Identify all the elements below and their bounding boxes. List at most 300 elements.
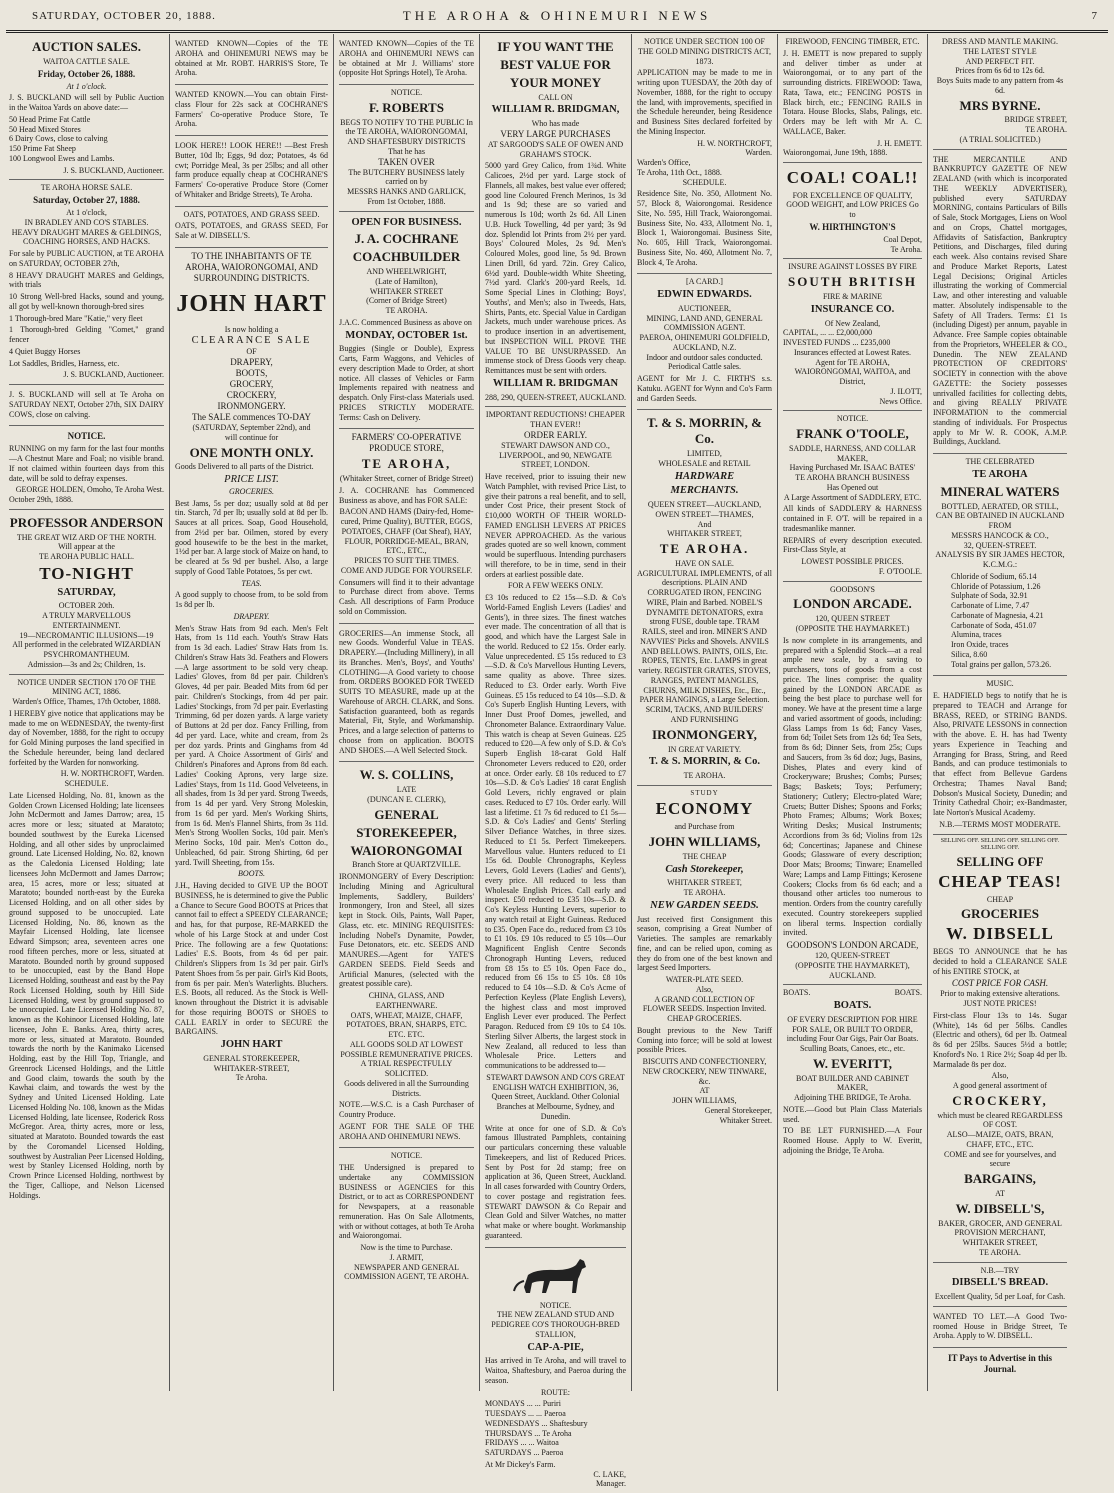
- collins-delivered: Goods delivered in all the Surrounding Districts.: [344, 1078, 469, 1098]
- edwards-auc: AUCTIONEER,: [677, 303, 732, 313]
- bridgman-goods: 5000 yard Grey Calico, from 1¾d. White Calicoes, 2½d per yard. Large stock of Flannels, all makes, best value ever offered; good line Coloured French Merinos, 1s 3d and 1s 9d; these are so varied and numerous Is 10d; worth 2s 6d. All Linen U.B. Huck Towelling, 4d per yard; 3s 9d doz. Splendid lot Prints from 2½ per yard. Boys' Coloured Moles, 2s 9d. Men's Coloured Moles, good line, 5s 9d. Brown Linen Drill, 6d yard. 72in. Grey Calico, 6½d yard. Double-width White Sheeting, 7½d yard. Clark's 200-yard Reels, 1d. Some Special Lines in Clothing; Boys', Youths', and Men's; also in Tweeds, Hats, Shirts, Pants, etc. Special Value in Cardigan Jackets, much under warehouse prices. As to produce insertion in an advertisement, but INSPECTION WILL PROVE THE VALUE TO BE UNSURPASSED. An immense stock of Dress Goods very cheap. Remittances must be sent with orders.: [485, 161, 626, 376]
- bread-ad: [933, 1263, 1067, 1307]
- bridgman-ad: [485, 34, 626, 407]
- cheap-teas: CHEAP TEAS!: [938, 872, 1062, 891]
- dibsell-dibsells: W. DIBSELL'S,: [955, 1200, 1045, 1216]
- armit-role: NEWSPAPER AND GENERAL COMMISSION AGENT, TE AROHA.: [344, 1262, 469, 1282]
- morrin-ltd: LIMITED,: [687, 449, 722, 459]
- anderson-tonight: TO-NIGHT: [39, 563, 134, 583]
- williams-jw: JOHN WILLIAMS,: [672, 1096, 737, 1106]
- dibsell-come: COME and see for yourselves, and secure: [944, 1149, 1056, 1169]
- oats-title: OATS, POTATOES, AND GRASS SEED.: [183, 209, 320, 219]
- selling-off: SELLING OFF: [956, 854, 1044, 870]
- dibsell-baker: BAKER, GROCER, AND GENERAL PROVISION MERCHANT,: [938, 1218, 1062, 1238]
- anderson-admission: Admission—3s and 2s; Children, 1s.: [27, 659, 146, 669]
- dibsell-cheap: CHEAP: [986, 894, 1014, 904]
- anderson-desc: A TRULY MARVELLOUS ENTERTAINMENT.: [42, 611, 131, 630]
- insure-lowest: Insurances effected at Lowest Rates.: [794, 347, 911, 357]
- mining-schedule: SCHEDULE.: [64, 779, 109, 789]
- stud-day: WEDNESDAYS ... Shaftesbury: [485, 1418, 588, 1428]
- masthead-date: SATURDAY, OCTOBER 20, 1888.: [32, 10, 216, 22]
- otoole-saddlery: All kinds of SADDLERY & HARNESS contained in F. O'T. will be repaired in a tradesmanlike manner.: [783, 504, 922, 533]
- stud-manager: Manager.: [596, 1479, 626, 1489]
- dibsell-maize: ALSO—MAIZE, OATS, BRAN, CHAFF, ETC., ETC.: [946, 1130, 1054, 1149]
- analysis-row: Carbonate of Lime, 7.47: [951, 601, 1030, 611]
- hart-good: DRAPERY,: [230, 357, 273, 368]
- hart-drapery: DRAPERY.: [233, 611, 270, 621]
- warden-office: Warden's Office,: [637, 158, 691, 167]
- anderson-date: OCTOBER 20th.: [58, 601, 115, 611]
- insure-office: News Office.: [879, 396, 922, 406]
- horse-sale-title: TE AROHA HORSE SALE.: [40, 183, 133, 193]
- analysis-row: Silica, 8.60: [951, 649, 988, 659]
- bridgman-name: WILLIAM R. BRIDGMAN: [492, 377, 619, 389]
- armit-name: J. ARMIT,: [389, 1252, 424, 1262]
- hart-boots-text: J.H., Having decided to GIVE UP the BOOT BUSINESS, he is determined to give the Public a Chance to Secure Good BOOTS at Prices that cannot fail to effect a SPEEDY CLEARANCE; and has, for that purpose, RE-MARKED the whole of his Large Stock at and under Cost Price. The following are a few Quotations: Ladies' E.S. Boots, from 4s 6d per pair. Children's Slippers from 1s 3d per pair. Girl's Patent Shoes from 5s per pair. Girl's Kid Boots, from 6s per pair. Men's Waterlights. Bluchers. E.S. Boots, all reduced. As the Stock is Well-known throughout the District it is advisable for those requiring BOOTS or SHOES to CALL EARLY in order to SECURE the BARGAINS.: [175, 881, 328, 1037]
- williams-at: AT: [699, 1086, 710, 1096]
- farmers-prices: PRICES TO SUIT THE TIMES.: [354, 556, 459, 566]
- hart-of: OF: [246, 347, 257, 357]
- column-4: [480, 34, 632, 1489]
- hart-holding: Is now holding a: [224, 324, 279, 334]
- dawson-list: £3 10s reduced to £2 15s—S.D. & Co's World-Famed English Levers (Ladies' and Gents'), in three sizes. The finest watches ever made. The concentration of all that is good, and which have the Largest Sale in the world. Reduced to £2 15s. Order early. Value unprecedented. £5 15s reduced to £3—S.D. & Co's Marvellous Hunting Levers, same quality as above. Three sizes. Reduced to £3. Order early. Worth Five Guineas. £5 15s reduced to £4 10s—S.D. & Co's Superb English Hunting Levers, with Inner Dust Proof Domes, jewelled, and Chronometer Balance. Extraordinary Value. This watch is cheap at Seven Guineas. £25 reduced to £20—A few only of S.D. & Co's Superb English 18-carat Gold Half Chronometer Levers reduced to £20, order at once. Order early. £8 10s reduced to £7 10s—S.D. & Co's Ladies' 18 carat English Gold Levers, richly engraved or plain cases. Reduced to £7 10s. Order early. Will last a lifetime. £1 7s 6d reduced to £1 5s—S.D. & Co's Ladies' and Gents' Sterling Silver Defiance Watches, in three sizes. Reduced to £1 5s. Perfect Timekeepers. Marvellous value. Hunters reduced to £1 15s 6d. Double Chronographs, Keyless Levers, Gold Levers (Ladies' and Gents'), every price. All reduced to less than Wholesale English Prices. Call early and inspect. £50 reduced to £35 10s—S.D. & Co's Keyless Hunting Levers, superior to any watch retail at Eight Guineas. Reduced to £35. Open Face do., reduced from £3 10s to £1 10s. £9 10s reduced to £5 10s—Our Magnificent English Centre Seconds Chronograph Hunting Levers, reduced from £8 15s to £5 10s. Open Face do., reduced from £6 15s to £5 10s. £8 10s reduced to £4 10s—S.D. & Co's Acme of Perfection Keyless (Plate English Levers), the highest class and most improved English Lever ever produced. The Perfect Paragon. Reduced from £9 10s to £4 10s. Sterling Silver Alberts, the largest stock in New Zealand, all reduced to less than Wholesale Price. Letters and communications to be addressed to—: [485, 593, 626, 1071]
- williams-seeds-text: Just received first Consignment this season, comprising a Great Number of Varieties. The samples are remarkably fine, and can be relied upon, coming as they do from one of the best known and largest Seed Importers.: [637, 914, 772, 973]
- boats-ad: [783, 985, 922, 1161]
- morrin-ad: [637, 410, 772, 786]
- goodson-ad: [783, 582, 922, 986]
- collins-body: IRONMONGERY of Every Description: Including Mining and Agricultural Implements, Saddlery, Builders' Ironmongery, Iron and Steel, all sizes kept in Stock. Oils, Paints, Wall Paper, Glass, etc. etc. MINING REQUISITES: Including Nobel's Dynamite, Powder, Fuse Detonators, etc. etc. SEEDS AND MANURES.—Agent for YATE'S GARDEN SEEDS. Field Seeds and Artificial Manures, (selected with the greatest possible care).: [339, 872, 474, 989]
- notice-title: NOTICE.: [67, 431, 106, 442]
- anderson-tagline: THE GREAT WIZ ARD OF THE NORTH.: [16, 532, 157, 542]
- hart-date: (SATURDAY, September 22nd), and: [192, 423, 311, 433]
- auction-time: At 1 o'clock.: [66, 81, 107, 91]
- page-number: 7: [1091, 10, 1098, 22]
- warden-notice-ad: [637, 34, 772, 274]
- farmers-corner: (Whitaker Street, corner of Bridge Street): [339, 474, 474, 484]
- stud-day: MONDAYS ... ... Puriri: [485, 1399, 561, 1409]
- williams-study: STUDY: [690, 788, 719, 797]
- boats-including: including Four Oar Gigs, Pair Oar Boats. Sculling Boats, Canoes, etc., etc.: [786, 1034, 919, 1054]
- emett-text: J. H. EMETT is now prepared to supply and deliver timber as under at Waiorongomai, or to any part of the surrounding districts. FIREWOOD: Tawa, Rata, Tawa, etc.; FENCING POSTS in Black birch, etc.; FENCING RAILS in Totara. House Blocks, Slabs, Palings, etc. Orders may be left with Mr A. C. WALLACE, Baker.: [783, 48, 922, 136]
- hart-street: WHITAKER-STREET,: [213, 1063, 290, 1073]
- hart-groceries: GROCERIES.: [228, 486, 275, 496]
- boats-title: BOATS.: [833, 1000, 872, 1012]
- hart-month: ONE MONTH ONLY.: [189, 444, 314, 460]
- edwards-paeroa: PAEROA, OHINEMURI GOLDFIELD, AUCKLAND, N.Z.: [639, 333, 770, 352]
- horse-sale-item: Lot Saddles, Bridles, Harness, etc.: [9, 358, 120, 368]
- column-1: [4, 34, 170, 1391]
- dawson-text: Have received, prior to issuing their new Watch Pamphlet, with revised Price List, to give their patrons a real benefit, and to sell, under Cost Price, their present Stock of £10,000 WORTH OF THEIR WORLD-FAMED ENGLISH LEVERS AT PRICES NEVER APPROACHED. As the various grades quoted are so well known, comment would be superfluous. Intending purchasers will therefore, to be in time, send in their orders at earliest possible date.: [485, 472, 626, 579]
- farmers-come: COME AND JUDGE FOR YOURSELF.: [340, 565, 473, 575]
- mineral-hancock: MESSRS HANCOCK & CO.,: [951, 530, 1049, 540]
- dibsell-aroha: TE AROHA.: [979, 1247, 1021, 1257]
- goodson-opp: (OPPOSITE THE HAYMARKET.): [795, 624, 910, 634]
- horse-sale-body: For sale by PUBLIC AUCTION, at TE AROHA on SATURDAY, OCTOBER 27th,: [9, 249, 164, 268]
- morrin-owen: OWEN STREET—THAMES,: [655, 509, 754, 519]
- bridgman-has: Who has made: [531, 119, 580, 129]
- mining-notice-ad: [9, 675, 164, 1207]
- column-6: [778, 34, 928, 1391]
- analysis-row: Alumina, traces: [951, 630, 1002, 640]
- bread-nb: N.B.—TRY: [980, 1265, 1020, 1275]
- otoole-saddle: SADDLE, HARNESS, AND COLLAR MAKER,: [789, 443, 916, 463]
- dibsell-name: W. DIBSELL: [946, 924, 1054, 944]
- mineral-ta: TE AROHA: [972, 468, 1028, 480]
- goodson-arcade: LONDON ARCADE.: [793, 596, 912, 612]
- stud-stallion: CAP-A-PIE,: [527, 1341, 584, 1353]
- music-terms: N.B.—TERMS MOST MODERATE.: [939, 819, 1061, 829]
- stud-notice: NOTICE.: [539, 1300, 572, 1310]
- goodson-auck: AUCKLAND.: [829, 970, 876, 980]
- mineral-from: FROM: [988, 521, 1012, 531]
- roberts-body: BEGS TO NOTIFY TO THE PUBLIC In the TE AROHA, WAIORONGOMAI, AND SHAFTESBURY DISTRICTS: [340, 117, 473, 147]
- emett-title: FIREWOOD, FENCING TIMBER, ETC.: [785, 37, 920, 46]
- otoole-name: FRANK O'TOOLE,: [796, 426, 909, 442]
- stud-lake: C. LAKE,: [593, 1469, 626, 1479]
- collins-branch: Branch Store at QUARTZVILLE.: [352, 860, 461, 870]
- coal-town: Te Aroha.: [890, 244, 922, 254]
- insure-title: INSURE AGAINST LOSSES BY FIRE: [788, 262, 917, 272]
- mineral-waters-ad: [933, 454, 1067, 676]
- collins-note: NOTE.—W.S.C. is a Cash Purchaser of Country Produce.: [339, 1100, 474, 1120]
- notice-date: October 29th, 1888.: [9, 495, 73, 505]
- banner-line: IF YOU WANT THE: [497, 39, 614, 54]
- dawson-few: FOR A FEW WEEKS ONLY.: [508, 581, 603, 591]
- byrne-dress: DRESS AND MANTLE MAKING.: [941, 37, 1058, 46]
- edwards-card: [A CARD.]: [686, 277, 723, 287]
- insurance-ad: [783, 259, 922, 411]
- dawson-ad: [485, 407, 626, 1247]
- morrin-great: IN GREAT VARIETY.: [668, 744, 741, 754]
- morrin-aroha2: TE AROHA.: [683, 771, 726, 781]
- music-ad: [933, 676, 1067, 834]
- columns: [4, 34, 1110, 1489]
- cochrane-ad: [339, 212, 474, 430]
- edwards-name: EDWIN EDWARDS.: [657, 289, 752, 300]
- hart-sale: CLEARANCE SALE: [191, 334, 312, 346]
- horse-sale-place: IN BRADLEY AND CO'S STABLES.: [24, 217, 149, 227]
- wanted-text: WANTED KNOWN—Copies of the TE AROHA and OHINEMURI NEWS may be obtained at Mr. ROBT. HARRIS'S Store, Te Aroha.: [175, 39, 328, 78]
- everitt-let: TO BE LET FURNISHED.—A Four Roomed House. Apply to W. Everitt, adjoining the Bridge, Te Aroha.: [783, 1126, 922, 1155]
- warden-role: Warden.: [745, 148, 772, 158]
- everitt-adj: Adjoining THE BRIDGE, Te Aroha.: [794, 1093, 911, 1103]
- dibsell-cost: COST PRICE FOR CASH.: [951, 978, 1049, 989]
- otoole-opened: Has Opened out: [826, 482, 879, 492]
- roberts-taken: TAKEN OVER: [378, 156, 435, 167]
- mineral-obtained: CAN BE OBTAINED IN AUCKLAND: [935, 511, 1065, 521]
- bridgman-purchases: VERY LARGE PURCHASES: [500, 128, 611, 139]
- insure-capital: CAPITAL, ... ... £2,000,000: [783, 328, 873, 338]
- horse-icon: [506, 1253, 606, 1299]
- williams-gs: General Storekeeper,: [704, 1105, 772, 1115]
- williams-cheap2: CHEAP GROCERIES.: [667, 1014, 742, 1024]
- stud-day: THURSDAYS ... Te Aroha: [485, 1428, 572, 1438]
- anderson-day: SATURDAY,: [57, 586, 116, 598]
- auction-item: 150 Prime Fat Sheep: [9, 144, 76, 154]
- insure-ilott: J. ILOTT,: [890, 386, 922, 396]
- dibsell-at: AT: [995, 1189, 1005, 1199]
- edwards-indoor: Indoor and outdoor sales conducted. Periodical Cattle sales.: [646, 352, 763, 372]
- edwards-agent: AGENT for Mr J. C. FIRTH'S s.s. Katuku. AGENT for Wynn and Co's Farm and Garden Seeds.: [637, 374, 772, 403]
- analysis-row: Sulphate of Soda, 32.91: [951, 591, 1028, 601]
- bridgman-names: WILLIAM R. BRIDGMAN,: [491, 104, 620, 116]
- stud-text: Has arrived in Te Aroha, and will travel to Waitoa, Shaftesbury, and Paeroa during the season.: [485, 1356, 626, 1385]
- everitt-builder: BOAT BUILDER AND CABINET MAKER,: [796, 1073, 909, 1093]
- williams-ad: [637, 786, 772, 1129]
- hart-teas-text: A good supply to choose from, to be sold from 1s 8d per lb.: [175, 590, 328, 610]
- auction-item: 100 Longwool Ewes and Lambs.: [9, 153, 115, 163]
- byrne-latest: THE LATEST STYLE: [963, 46, 1037, 56]
- auction-items: [9, 115, 164, 164]
- hart-good: BOOTS,: [235, 368, 268, 379]
- roberts-butchery: The BUTCHERY BUSINESS lately carried on by: [348, 167, 465, 187]
- masthead: [6, 4, 1108, 33]
- horse-sale-item: 8 HEAVY DRAUGHT MARES and Geldings, with trials: [9, 270, 164, 290]
- notice-sign: GEORGE HOLDEN, Omoho, Te Aroha West.: [15, 485, 164, 495]
- dibsell-crockery: CROCKERY,: [952, 1092, 1048, 1108]
- warden-sites: Residence Site, No. 350, Allotment No. 57, Block 8, Waiorongomai. Residence Site, No. 595, Hill Track, Waiorongomai. Business Site, No. 433, Allotment No. 1, Block 1, Waiorongomai. Business Site, No. 605, Hill Track, Waiorongomai. Business Site, No. 460, Allotment No. 7, Block 4, Te Aroha.: [637, 189, 772, 267]
- williams-cheap: THE CHEAP: [682, 851, 727, 861]
- collins-general: GENERAL: [374, 806, 439, 822]
- williams-cash: Cash Storekeeper,: [665, 863, 744, 875]
- goodson-opp2: (OPPOSITE THE HAYMARKET),: [795, 960, 910, 970]
- goodson-name: GOODSON'S: [829, 584, 875, 594]
- emett-sign: J. H. EMETT.: [877, 138, 922, 148]
- hart-town: Te Aroha.: [235, 1073, 268, 1083]
- williams-purchase: and Purchase from: [674, 822, 735, 832]
- mineral-queen: 32, QUEEN-STREET.: [963, 540, 1037, 550]
- open-for-business: OPEN FOR BUSINESS.: [351, 216, 462, 228]
- music-title: MUSIC.: [986, 679, 1014, 689]
- byrne-town: TE AROHA.: [1025, 125, 1067, 135]
- morrin-name2: T. & S. MORRIN, & Co.: [649, 756, 760, 768]
- let-text: WANTED TO LET.—A Good Two-roomed House in Bridge Street, Te Aroha. Apply to W. DIBSELL.: [933, 1311, 1067, 1341]
- stud-days: [485, 1399, 626, 1458]
- morrin-iron: IRONMONGERY,: [652, 726, 757, 742]
- column-7: [928, 34, 1072, 1391]
- otoole-purch: Having Purchased Mr. ISAAC BATES': [789, 463, 916, 473]
- stud-day: TUESDAYS ... ... Paeroa: [485, 1409, 566, 1419]
- cochrane-late: (Late of Hamilton),: [375, 276, 438, 286]
- wanted-ad: [339, 34, 474, 85]
- armit-ad: [339, 1148, 474, 1286]
- collins-store: STOREKEEPER,: [356, 824, 457, 840]
- bread-text: Excellent Quality, 5d per Loaf, for Cash.: [934, 1292, 1066, 1302]
- cochrane-monday: MONDAY, OCTOBER 1st.: [345, 329, 468, 341]
- stud-day: SATURDAYS ... Paeroa: [485, 1448, 564, 1458]
- byrne-boys: Boys Suits made to any pattern from 4s 6d.: [936, 76, 1064, 95]
- advertise-text: IT Pays to Advertise in this Journal.: [947, 1353, 1053, 1375]
- byrne-prices: Prices from 6s 6d to 12s 6d.: [955, 66, 1045, 76]
- roberts-from: From 1st October, 1888.: [367, 196, 446, 206]
- auction-item: 50 Head Prime Fat Cattle: [9, 114, 91, 124]
- hart-sign: JOHN HART: [220, 1039, 283, 1051]
- everitt-note: NOTE.—Good but Plain Class Materials used.: [783, 1104, 922, 1124]
- gazette-ad: [933, 150, 1067, 455]
- cochrane-trade: COACHBUILDER: [352, 249, 461, 265]
- cochrane-body: Buggies (Single or Double), Express Carts, Farm Waggons, and Vehicles of every description Made to Order, at short notice. All classes of Vehicles or Farm Implements repaired with neatness and despatch. Only First-class Materials used. PRICES STRICTLY MODERATE. Terms: Cash on Delivery.: [339, 344, 474, 422]
- horse-sale-date: Saturday, October 27, 1888.: [33, 195, 140, 206]
- cochrane-commenced: J.A.C. Commenced Business as above on: [339, 317, 472, 327]
- groceries-ad: [339, 624, 474, 763]
- collins-late: LATE: [396, 785, 417, 795]
- let-ad: [933, 1307, 1067, 1348]
- coal-title: COAL! COAL!!: [786, 168, 919, 187]
- armit-notice: NOTICE.: [390, 1151, 423, 1161]
- selling-line: SELLING OFF. SELLING OFF. SELLING OFF. SELLING OFF.: [940, 837, 1060, 851]
- otoole-large: A Large Assortment of SADDLERY, ETC.: [783, 492, 922, 502]
- coal-depot: Coal Depot,: [883, 234, 922, 244]
- horse-sale-item: 4 Quiet Buggy Horses: [9, 346, 81, 356]
- mineral-celeb: THE CELEBRATED: [965, 457, 1035, 467]
- mining-office: Warden's Office, Thames, 17th October, 1888.: [12, 697, 161, 707]
- flour-text: WANTED KNOWN.—You can obtain First-class Flour for 22s sack at COCHRANE'S Farmers' Co-operative Produce Store, Te Aroha.: [175, 90, 328, 129]
- roberts-name: F. ROBERTS: [369, 99, 444, 115]
- anderson-ad: [9, 510, 164, 675]
- coal-text: FOR EXCELLENCE OF QUALITY, GOOD WEIGHT, and LOW PRICES Go to: [786, 190, 919, 220]
- otoole-repairs: REPAIRS of every description executed. First-Class Style, at: [783, 535, 922, 555]
- dibsell-also: Also,: [991, 1071, 1009, 1081]
- collins-china: CHINA, GLASS, AND EARTHENWARE.: [368, 991, 445, 1010]
- hart-commence: The SALE commences TO-DAY: [191, 412, 312, 423]
- emett-ad: [783, 34, 922, 163]
- otoole-sign: F. O'TOOLE.: [878, 566, 922, 576]
- farmers-body: J. A. COCHRANE has Commenced Business as above, and has FOR SALE:: [339, 485, 474, 505]
- farmers-items: BACON AND HAMS (Dairy-fed, Home-cured, Prime Quality), BUTTER, EGGS, POTATOES, CHAFF (Oat Sheaf), HAY, FLOUR, PORRIDGE-MEAL, BRAN, ETC., ETC.,: [339, 507, 474, 556]
- warden-schedule: SCHEDULE.: [682, 177, 727, 187]
- auction-title: AUCTION SALES.: [31, 39, 142, 54]
- horse-sale-sign: J. S. BUCKLAND, Auctioneer.: [63, 370, 164, 380]
- morrin-aroha: TE AROHA.: [659, 541, 750, 557]
- mining-title: NOTICE UNDER SECTION 170 OF THE MINING ACT, 1886.: [17, 677, 156, 697]
- dibsell-announce: BEGS TO ANNOUNCE that he has decided to hold a CLEARANCE SALE of his ENTIRE STOCK, at: [933, 947, 1067, 976]
- hart-good: GROCERY,: [229, 379, 274, 390]
- otoole-ad: [783, 411, 922, 581]
- mining-text: Late Licensed Holding, No. 81, known as the Golden Crown Licensed Holding; late licensees John McDermott and James Darrow; area, 15 acres more or less; situated at Maratoto; bounded southwest by the Eureka Licensed Holding, and all other sides by unproclaimed ground. Late Licensed Holding, No. 82, known as the Caledonia Licensed Holding; late licensees John McDermott and James Darrow; area, 15 acres, more or less; situated at Maratoto; bounded north-east by the Eureka Licensed Holding, and on all other sides by ground supposed to be unoccupied. Late Licensed Holding, No. 86, known as the Mayfair Licensed Holding, late licensee Edward Simpson; area, seventeen acres one rood fifteen perches, more or less, situated at Maratoto. Bounded north by ground supposed to be unoccupied, east by the Band Hope Licensed Holding, southeast and east by the Pay Rock Licensed Holding, south by Hill Side Licensed Holding, west by ground supposed to be unoccupied. Late Licensed Holding No. 87, known as the Kohinoor Licensed Holding, late licensee, John E. Banks. Area, thirty acres, more or less, situated at Maratoto. Bounded towards the north by the Kanimako Licensed Holding, east by the Hill Top, Triangle, and Greenrock Licensed Holdings, and the Little and Good claim, towards the south by the Kawhai claim, and towards the west by the Sydney and United Licensed Holding. Late Licensed Holding No. 108, known as the Midas Licensed Holding, late licensee, Roderick Ross McGregor. Area, thirty acres, more or less, situated at Maratoto. Bounded towards the east by the Coromandel Licensed Holding, southwest by Australian Peer Licensed Holding, west by Stanley Licensed Holding, north by Crown Prince Licensed Holding, northwest by the Tiger, Calliope, and Nelson Licensed Holdings.: [9, 790, 164, 1200]
- byrne-fit: AND PERFECT FIT.: [965, 56, 1035, 66]
- oats-body: OATS, POTATOES, and GRASS SEED, For Sale at W. DIBSELL'S.: [175, 221, 328, 240]
- farmers-consign: Consumers will find it to their advantage to Purchase direct from above. Terms Cash. All descriptions of Farm Produce sold on Commission.: [339, 577, 474, 616]
- cochrane-trade2: AND WHEELWRIGHT,: [366, 267, 447, 277]
- banner-line: YOUR MONEY: [509, 74, 602, 90]
- goodson-addr2: 120, QUEEN-STREET: [814, 951, 891, 961]
- williams-cheap-text: Bought previous to the New Tariff Coming into force; will be sold at lowest possible Prices.: [637, 1025, 772, 1055]
- insure-co: INSURANCE CO.: [810, 303, 895, 315]
- williams-ws: Whitaker Street.: [719, 1115, 772, 1125]
- dawson-addressed: STEWART DAWSON AND CO'S GREAT ENGLISH WATCH EXHIBITION, 36, Queen Street, Auckland. Other Colonial Branches at Melbourne, Sydney, and Dunedin.: [486, 1072, 625, 1121]
- analysis-row: Iron Oxide, traces: [951, 640, 1009, 650]
- analysis-row: Chloride of Potassium, 1.26: [951, 581, 1041, 591]
- bridgman-address: 288, 290, QUEEN-STREET, AUCKLAND.: [485, 392, 626, 402]
- warden-date: Te Aroha, 11th Oct., 1888.: [637, 167, 722, 177]
- otoole-branch: TE AROHA BRANCH BUSINESS: [795, 473, 910, 483]
- dawson-imp1: IMPORTANT REDUCTIONS! CHEAPER THAN EVER!!: [485, 410, 626, 430]
- mineral-title: MINERAL WATERS: [940, 483, 1060, 499]
- insure-fire: FIRE & MARINE: [822, 292, 883, 302]
- dibsell-bargains: BARGAINS,: [964, 1171, 1036, 1187]
- morrin-whole: WHOLESALE and RETAIL: [658, 458, 751, 468]
- roberts-notice: NOTICE.: [390, 88, 423, 97]
- dawson-name: STEWART DAWSON AND CO., LIVERPOOL, and 90, NEWGATE STREET, LONDON.: [499, 440, 612, 470]
- stud-route: ROUTE:: [541, 1387, 570, 1397]
- boats-text: OF EVERY DESCRIPTION FOR HIRE FOR SALE, OR BUILT TO ORDER,: [787, 1014, 918, 1034]
- warden-app: APPLICATION may be made to me in writing upon TUESDAY, the 20th day of November, 1888, for the right to occupy the land, with improvements, specified in the Schedule hereunder, being Residence and Business Sites declared forfeited by the Mining Inspector.: [637, 68, 772, 136]
- groceries-text: GROCERIES—An immense Stock, all new Goods. Wonderful Value in TEAS. DRAPERY.—(Including Millinery), in all its Branches. Men's, Boys', and Youths' CLOTHING—A Good variety to choose from. ORDERS BOOKED FOR TWEED SUITS TO MEASURE, made up at the Warehouse of ARCH. CLARK, and Sons. Satisfaction guaranteed, both as regards Material, Fit, Style, and Workmanship. Prices, and a large selection of patterns to choose from on application. BOOTS AND SHOES.—A Well Selected Stock.: [339, 628, 474, 755]
- morrin-and: And: [697, 519, 712, 529]
- byrne-trial: (A TRIAL SOLICITED.): [959, 134, 1041, 144]
- coal-name: W. HIRTHINGTON'S: [809, 221, 896, 232]
- morrin-name: T. & S. MORRIN, & Co.: [647, 415, 762, 447]
- collins-sold: ALL GOODS SOLD AT LOWEST POSSIBLE REMUNERATIVE PRICES.: [340, 1039, 473, 1059]
- morrin-have: HAVE ON SALE.: [675, 558, 734, 568]
- boats-header: [783, 988, 922, 998]
- horse-sale-item: 1 Thorough-bred Mare "Katie," very fleet: [9, 313, 143, 323]
- notice-body: RUNNING on my farm for the last four months—A Chestnut Mare and Foal; no visible brand. If not claimed within fourteen days from this date, will be sold to defray expenses.: [9, 444, 164, 483]
- wanted-text: WANTED KNOWN—Copies of the TE AROHA and OHINEMURI NEWS can be obtained at Mr J. Williams' store (opposite Hot Springs Hotel), Te Aroha.: [339, 39, 474, 78]
- edwards-mining: MINING, LAND AND, GENERAL COMMISSION AGENT.: [646, 313, 763, 333]
- cochrane-corner: (Corner of Bridge Street): [366, 296, 447, 306]
- auction-sub: WAITOA CATTLE SALE.: [43, 56, 130, 66]
- anderson-hall: TE AROHA PUBLIC HALL.: [38, 552, 135, 562]
- collins-prev: (DUNCAN E. CLERK),: [367, 795, 446, 805]
- mineral-analysis: ANALYSIS BY SIR JAMES HECTOR, K.C.M.G.:: [935, 550, 1065, 570]
- williams-name: JOHN WILLIAMS,: [648, 833, 761, 849]
- hart-drapery-text: Men's Straw Hats from 9d each. Men's Felt Hats, from 1s 11d each. Youth's Straw Hats from 1s 3d each. Ladies' Straw Hats from 1s. Children's Straw Hats 3d. Feathers and Flowers—A large assortment to be sold very cheap. Ladies' Gloves, from 8d per pair. Children's Gloves, 4d per pair. Beaded Mits from 6d per pair. Children's Stockings, from 4d per pair. Ladies' Stockings, from 7d per pair. Everlasting Trimming, 6d per dozen yards. A large variety of Buttons at 2d per doz. Fancy Frilling, from 4d per yard. Lace, white and cream, from 2s per doz yards. Prints and Ginghams from 4d per yard. A Choice Assortment of Girls' and Children's Pinafores and Aprons from 8d each. Ladies' Cooking Aprons, very large size. Ladies' Stays, from 1s 11d. Good Velveteens, in all shades, from 1s 3d per yard. Strong Tweeds, from 1s 4d per yard. Very Strong Moleskin, from 1s 6d per yard. Men's Working Shirts, from 1s 6d. Men's Flannel Shirts, from 3s 11d. Men's Strong Woollen Socks, 10d pair. Men's Merino Socks, 10d pair. Men's Cotton do., Unbleached, 6d pair. Strong Shirting, 6d per yard. Twill Sheeting, from 15s.: [175, 623, 328, 867]
- music-text: E. HADFIELD begs to notify that he is prepared to TEACH and Arrange for BRASS, REED, or STRING BANDS. Also, PRIVATE LESSONS in connection with the above. E. H. has had Twenty years Experience in Teaching and Arranging for Brass, String, and Reed Bands, and can produce testimonials to that effect from Bellevue Gardens Orchestra; Thames Naval Band; Dobson's Musical Society, Dunedin; and Trinity Cathedral Choir; ex-Bandmaster, late Norton's Musical Academy.: [933, 691, 1067, 818]
- farmers-town: TE AROHA,: [361, 456, 452, 472]
- boats-word: BOATS.: [783, 988, 811, 998]
- hart-store: GENERAL STOREKEEPER,: [203, 1053, 300, 1063]
- hart-inhabitants: TO THE INHABITANTS OF TE AROHA, WAIORONGOMAI, AND SURROUNDING DISTRICTS.: [185, 250, 318, 283]
- anderson-name: PROFESSOR ANDERSON: [9, 514, 164, 530]
- dibsell-ad: [933, 835, 1067, 1263]
- mineral-bottled: BOTTLED, AERATED, OR STILL,: [941, 501, 1059, 511]
- goodson-text: Is now complete in its arrangements, and prepared with a Splendid Stock—at a real ample new scale, by a saving to purchasers, tons of goods from a cost price. The lines comprise: the quality gained by the LONDON ARCADE as being the best place to purchase well for money. We have at the present time a large and varied assortment of goods, including: Glass Lamps from 1s 6d; Fancy Vases, from 6d; Toilet Sets from 12s 6d; Tea Sets, from 8s 6d; Dinner Sets, from 25s; Cups and Saucers, from 3s 6d doz; Jugs, Basins, Dishes, Plates and every kind of Crockeryware; Brushes; Combs; Purses; Bags; Baskets; Toys; Perfumery; Stationery; Cutlery; Electro-plated Ware; Cruets; Butter Dishes; Spoons and Forks; Photo Frames; Albums; Work Boxes; Writing Desks; Musical Instruments; Accordions from 3s 6d; Violins from 12s 6d; Concertinas; Japanese and Chinese Goods; Glassware of every description; Door Mats; Brooms; Tinware; Enamelled Ware; Lamps and Lamp Fittings; Kerosene Cookers; Clocks from 6s 6d each; and a thousand other articles too numerous to mention. Orders from the country carefully executed. Country storekeepers supplied on liberal terms. Inspection cordially invited.: [783, 635, 922, 938]
- farmers-title: FARMERS' CO-OPERATIVE PRODUCE STORE,: [351, 432, 462, 454]
- bridgman-sargood: AT SARGOOD'S SALE OF OWEN AND GRAHAM'S STOCK.: [487, 139, 624, 159]
- cows-ad: [9, 385, 164, 426]
- goodson-addr: 120, QUEEN STREET: [815, 614, 890, 624]
- insure-agent: Agent for TE AROHA, WAIORONGOMAI, WAITOA, and District,: [794, 357, 911, 387]
- hart-grocery-text: Best Jams, 5s per doz; usually sold at 8d per tin. Starch, 7d per lb; usually sold at 8d per lb. Sauces at all prices. Soap, Good Household, from 2½d per bar. Oilmen, stored by every good housewife to be the best in the market, 1½d per bar. A large stock of Maize on hand, to be cleared at 5s 9d per bushel. Also, a large supply of Good Table Potatoes, 5s per cwt.: [175, 498, 328, 576]
- analysis-row: Total grains per gallon, 573.26.: [951, 659, 1052, 669]
- collins-agent: AGENT FOR THE SALE OF THE AROHA AND OHINEMURI NEWS.: [339, 1121, 474, 1141]
- look-here-ad: [175, 136, 328, 207]
- roberts-messrs: MESSRS HANKS AND GARLICK,: [347, 187, 466, 197]
- williams-waters: WATER-PLATE SEED.: [665, 975, 744, 985]
- dawson-write: Write at once for one of S.D. & Co's famous Illustrated Pamphlets, containing our particulars concerning these valuable Timekeepers, and list of Reduced Prices. Sent by Post for 2d stamp; free on application at 36, Queen Street, Auckland. In all cases forwarded with Country Orders, to cover postage and registration fees. STEWART DAWSON & Co Repair and Clean Gold and Silver Watches, no matter what make or where bought. Workmanship guaranteed.: [485, 1123, 626, 1240]
- dibsell-groceries: GROCERIES: [960, 906, 1040, 922]
- collins-trial: A TRIAL RESPECTFULLY SOLICITED.: [360, 1059, 453, 1079]
- morrin-merchants: MERCHANTS.: [670, 485, 739, 497]
- roberts-that: That he has: [388, 146, 425, 156]
- column-2: [170, 34, 334, 1391]
- cows-text: J. S. BUCKLAND will sell at Te Aroha on SATURDAY NEXT, October 27th, SIX DAIRY COWS, close on calving.: [9, 390, 164, 419]
- hart-pricelist: PRICE LIST.: [224, 474, 279, 486]
- morrin-whitaker: WHITAKER STREET,: [667, 529, 742, 539]
- hart-teas: TEAS.: [241, 578, 262, 588]
- mining-body: I HEREBY give notice that applications may be made to me on WEDNESDAY, the twenty-first day of November, 1888, for the right to occupy for Gold Mining purposes the land specified in the Schedule hereunder, being land declared forfeited by the Warden for nonworking.: [9, 708, 164, 767]
- dibsell-just-text: First-class Flour 13s to 14s. Sugar (White), 14s 6d per 56lbs. Candles (Electric and others), 6d per lb. Oatmeal 8s 6d per 25lbs. Sauces 5½d a bottle; Knoford's No. 1 Rice 2½; Soap 4d per lb. Marmalade 8s per doz.: [933, 1010, 1067, 1069]
- anderson-illusions: 19—NECROMANTIC ILLUSIONS—19: [19, 630, 154, 640]
- edwards-ad: [637, 274, 772, 410]
- analysis-row: Carbonate of Magnesia, 4.21: [951, 610, 1044, 620]
- collins-ad: [339, 762, 474, 1148]
- warden-title: NOTICE UNDER SECTION 100 OF THE GOLD MINING DISTRICTS ACT, 1873.: [638, 37, 771, 66]
- collins-town: WAIORONGOMAI: [350, 842, 463, 858]
- cochrane-name: J. A. COCHRANE: [354, 231, 459, 247]
- banner-line: BEST VALUE FOR: [500, 56, 611, 72]
